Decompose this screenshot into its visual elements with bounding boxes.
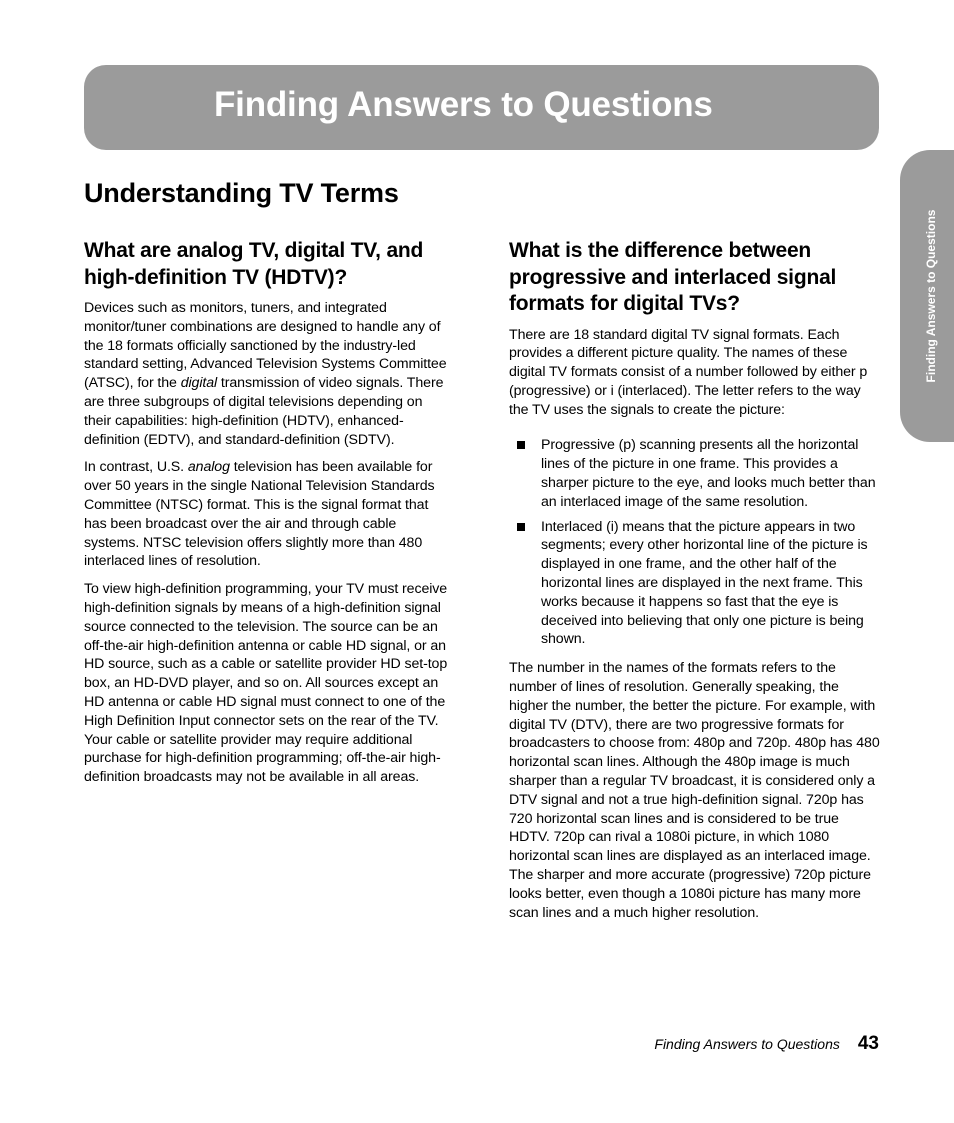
- page-footer: [654, 1033, 879, 1055]
- square-bullet-icon: [517, 523, 525, 531]
- right-column: [509, 238, 881, 931]
- bullet-list: [517, 436, 881, 649]
- list-item-text: Progressive (p) scanning presents all the horizontal lines of the picture in one frame. This provides a sharper picture to the eye, and looks much better than an interlaced image of the same resolution.: [541, 437, 876, 510]
- text-run: television has been available for over 50 years in the single National Television Standards Committee (NTSC) format. This is the signal format that has been broadcast over the air and through cable systems. NTSC television offers slightly more than 480 interlaced lines of resolution.: [84, 459, 435, 570]
- emphasis-text: analog: [187, 459, 230, 476]
- text-run: transmission of video signals. There are three subgroups of digital televisions depending on their capabilities: high-definition (HDTV), enhanced-definition (EDTV), and standard-definition (SDTV).: [84, 375, 444, 448]
- list-item: [517, 436, 881, 511]
- right-intro-paragraph: There are 18 standard digital TV signal formats. Each provides a different picture quality. The names of these digital TV formats consist of a number followed by either p (progressive) or i (interlaced). The letter refers to the way the TV uses the signals to create the picture:: [509, 326, 868, 418]
- square-bullet-icon: [517, 441, 525, 449]
- footer-chapter-label: Finding Answers to Questions: [654, 1036, 840, 1052]
- left-paragraph-1: [84, 299, 452, 449]
- left-question-heading: What are analog TV, digital TV, and high-definition TV (HDTV)?: [84, 239, 424, 289]
- emphasis-text: digital: [180, 375, 218, 392]
- section-title: Understanding TV Terms: [84, 178, 399, 208]
- chapter-title: Finding Answers to Questions: [214, 85, 713, 124]
- text-run: Devices such as monitors, tuners, and integrated monitor/tuner combinations are designed to handle any of the 18 formats officially sanctioned by the industry-led standard setting, Advanced Television Systems Committee (ATSC), for the: [84, 300, 447, 392]
- side-tab: [900, 150, 954, 442]
- chapter-banner: [84, 65, 879, 150]
- text-run: In contrast, U.S.: [84, 459, 188, 476]
- list-item-text: Interlaced (i) means that the picture appears in two segments; every other horizontal line of the picture is displayed in one frame, and the other half of the horizontal lines are displayed in the next frame. This works because it happens so fast that the eye is deceived into believing that only one picture is being shown.: [541, 518, 868, 648]
- left-column: [84, 238, 452, 796]
- left-paragraph-3: To view high-definition programming, your TV must receive high-definition signals by means of a high-definition signal source connected to the television. The source can be an off-the-air high-definition antenna or cable HD signal, or an HD source, such as a cable or satellite provider HD set-top box, an HD-DVD player, and so on. All sources except an HD antenna or cable HD signal must connect to one of the High Definition Input connector sets on the rear of the TV. Your cable or satellite provider may require additional purchase for high-definition programming; off-the-air high-definition broadcasts may not be available in all areas.: [84, 581, 448, 786]
- page-number: 43: [857, 1033, 879, 1054]
- side-tab-label: Finding Answers to Questions: [924, 209, 938, 383]
- left-paragraph-2: [84, 458, 452, 571]
- right-question-heading: What is the difference between progressive and interlaced signal formats for digital TVs?: [509, 239, 837, 315]
- right-closing-paragraph: The number in the names of the formats refers to the number of lines of resolution. Generally speaking, the higher the number, the better the picture. For example, with digital TV (DTV), there are two progressive formats for broadcasters to choose from: 480p and 720p. 480p has 480 horizontal scan lines. Although the 480p image is much sharper than a regular TV broadcast, it is considered only a DTV signal and not a true high-definition signal. 720p has 720 horizontal scan lines and is considered to be true HDTV. 720p can rival a 1080i picture, in which 1080 horizontal scan lines are displayed as an interlaced image. The sharper and more accurate (progressive) 720p picture looks better, even though a 1080i picture has many more scan lines and a much higher resolution.: [509, 660, 880, 921]
- list-item: [517, 518, 881, 650]
